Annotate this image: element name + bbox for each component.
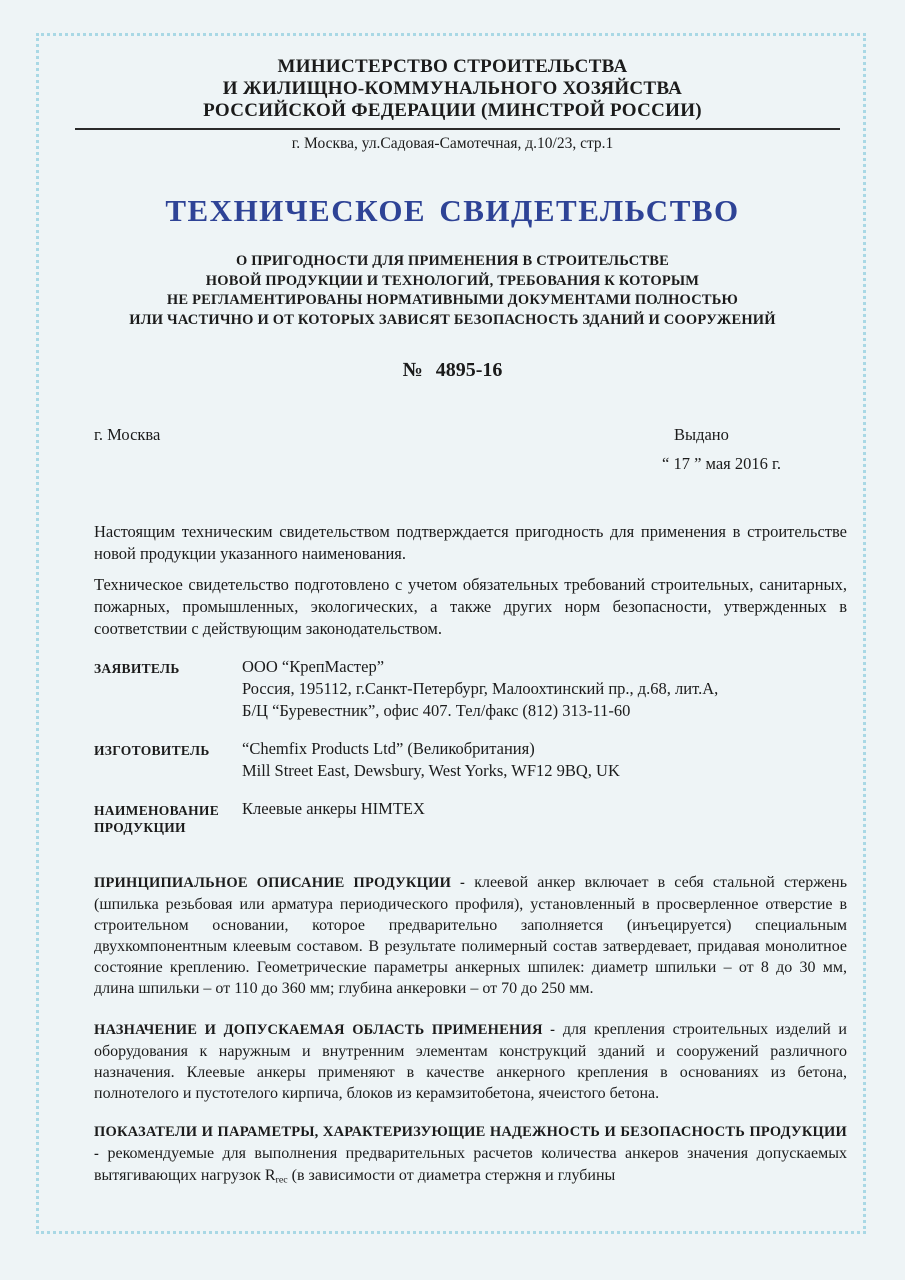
document-title: ТЕХНИЧЕСКОЕ СВИДЕТЕЛЬСТВО: [165, 193, 740, 228]
applicant-label: ЗАЯВИТЕЛЬ: [94, 661, 180, 676]
section-reliability-parameters-text: рекомендуемые для выполнения предварительных расчетов количества анкеров значения допускаемых вытягивающих нагрузок R: [94, 1145, 848, 1184]
manufacturer-line-2: Mill Street East, Dewsbury, West Yorks, WF12 9BQ, UK: [242, 761, 620, 780]
header-rule: [75, 128, 840, 130]
field-product-name: [94, 798, 847, 836]
section-application-scope: [94, 1019, 847, 1104]
ministry-name: [0, 56, 905, 122]
subtitle-line-1: О ПРИГОДНОСТИ ДЛЯ ПРИМЕНЕНИЯ В СТРОИТЕЛЬСТВЕ: [236, 253, 669, 269]
issued-label: Выдано: [674, 425, 729, 444]
applicant-line-2: Россия, 195112, г.Санкт-Петербург, Малоохтинский пр., д.68, лит.А,: [242, 679, 719, 698]
section-product-description-heading: ПРИНЦИПИАЛЬНОЕ ОПИСАНИЕ ПРОДУКЦИИ -: [94, 875, 466, 891]
applicant-line-3: Б/Ц “Буревестник”, офис 407. Тел/факс (812) 313-11-60: [242, 701, 631, 720]
product-name-line-1: Клеевые анкеры HIMTEX: [242, 799, 425, 818]
product-name-label: НАИМЕНОВАНИЕ ПРОДУКЦИИ: [94, 803, 220, 835]
ministry-name-line-1: МИНИСТЕРСТВО СТРОИТЕЛЬСТВА: [277, 56, 628, 77]
field-applicant: [94, 656, 847, 722]
applicant-line-1: ООО “КрепМастер”: [242, 657, 385, 676]
applicant-value: [242, 656, 718, 722]
section-application-scope-text: для крепления строительных изделий и оборудования к наружным и внутренним элементам конструкций зданий и сооружений различного назначения. Клеевые анкеры применяют в качестве анкерного крепления в основаниях из бетона, полнотелого и пустотелого кирпича, блоков из керамзитобетона, ячеистого бетона.: [94, 1021, 847, 1102]
manufacturer-value: [242, 738, 620, 782]
intro-paragraph-2: Техническое свидетельство подготовлено с учетом обязательных требований строительных, санитарных, пожарных, промышленных, экологических, а также других норм безопасности, утвержденных в соответствии с действующим законодательством.: [94, 575, 847, 638]
issue-date: “ 17 ” мая 2016 г.: [662, 454, 782, 473]
ministry-name-line-3: РОССИЙСКОЙ ФЕДЕРАЦИИ (МИНСТРОЙ РОССИИ): [203, 100, 702, 121]
field-manufacturer: [94, 738, 847, 782]
issue-city: г. Москва: [94, 425, 161, 444]
document-subtitle: [0, 252, 905, 330]
subtitle-line-4: ИЛИ ЧАСТИЧНО И ОТ КОТОРЫХ ЗАВИСЯТ БЕЗОПАСНОСТЬ ЗДАНИЙ И СООРУЖЕНИЙ: [129, 311, 776, 328]
section-reliability-parameters: [94, 1121, 847, 1190]
subtitle-line-3: НЕ РЕГЛАМЕНТИРОВАНЫ НОРМАТИВНЫМИ ДОКУМЕНТАМИ ПОЛНОСТЬЮ: [166, 292, 739, 308]
subscript-rec: rec: [275, 1174, 288, 1186]
intro-paragraph-1: Настоящим техническим свидетельством подтверждается пригодность для применения в строительстве новой продукции указанного наименования.: [94, 522, 847, 563]
product-name-value: [242, 798, 425, 836]
section-product-description: [94, 872, 847, 999]
ministry-address: г. Москва, ул.Садовая-Самотечная, д.10/23, стр.1: [291, 135, 614, 152]
section-product-description-text: клеевой анкер включает в себя стальной стержень (шпилька резьбовая или арматура периодического профиля), установленный в просверленное отверстие в строительном основании, которое предварительно заполняется (инъецируется) специальным двухкомпонентным клеевым составом. В результате полимерный состав затвердевает, придавая монолитное состояние креплению. Геометрические параметры анкерных шпилек: диаметр шпильки – от 8 до 30 мм, длина шпильки – от 110 до 360 мм; глубина анкеровки – от 70 до 250 мм.: [94, 874, 848, 997]
certificate-number: № 4895-16: [402, 359, 503, 381]
section-application-scope-heading: НАЗНАЧЕНИЕ И ДОПУСКАЕМАЯ ОБЛАСТЬ ПРИМЕНЕНИЯ -: [94, 1022, 556, 1038]
ministry-header: [0, 56, 905, 154]
manufacturer-label: ИЗГОТОВИТЕЛЬ: [94, 743, 210, 758]
section-reliability-parameters-text-continued: (в зависимости от диаметра стержня и глубины: [287, 1167, 616, 1184]
section-reliability-parameters-heading: ПОКАЗАТЕЛИ И ПАРАМЕТРЫ, ХАРАКТЕРИЗУЮЩИЕ НАДЕЖНОСТЬ И БЕЗОПАСНОСТЬ ПРОДУКЦИИ -: [94, 1124, 847, 1162]
subtitle-line-2: НОВОЙ ПРОДУКЦИИ И ТЕХНОЛОГИЙ, ТРЕБОВАНИЯ К КОТОРЫМ: [205, 272, 700, 289]
manufacturer-line-1: “Chemfix Products Ltd” (Великобритания): [242, 739, 535, 758]
issue-row: [94, 424, 847, 475]
issue-block: [662, 424, 847, 475]
ministry-name-line-2: И ЖИЛИЩНО-КОММУНАЛЬНОГО ХОЗЯЙСТВА: [222, 78, 683, 99]
